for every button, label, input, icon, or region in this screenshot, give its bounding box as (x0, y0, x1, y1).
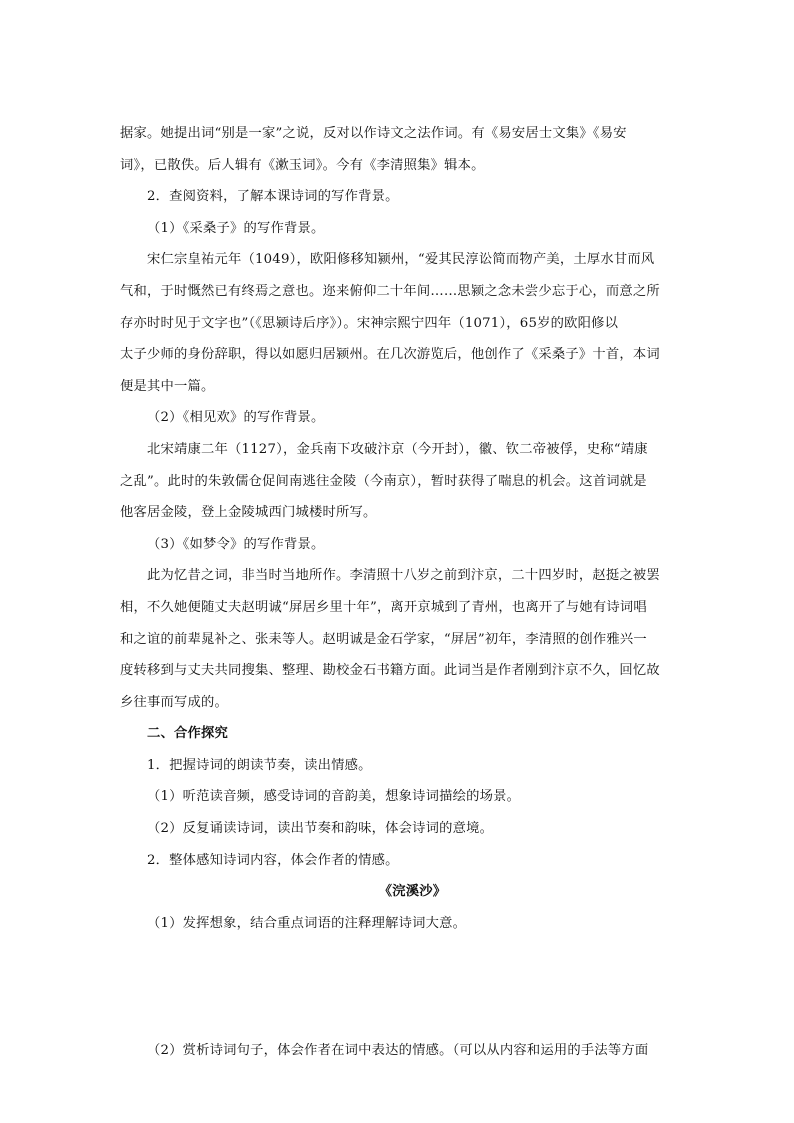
paragraph-line: 度转移到与丈夫共同搜集、整理、勘校金石书籍方面。此词当是作者刚到汴京不久，回忆故 (120, 663, 660, 679)
paragraph-line: 词》，已散佚。后人辑有《漱玉词》。今有《李清照集》辑本。 (120, 157, 485, 173)
paragraph-line: 宋仁宗皇祐元年（1049），欧阳修移知颍州，“爱其民淳讼简而物产美，土厚水甘而风 (147, 252, 655, 268)
paragraph-line: 据家。她提出词“别是一家”之说，反对以作诗文之法作词。有《易安居士文集》《易安 (120, 126, 627, 141)
subsection-heading: （2）《相见欢》的写作背景。 (147, 410, 325, 426)
section-item: 1．把握诗词的朗读节奏，读出情感。 (147, 757, 372, 773)
document-page (120, 118, 675, 1067)
paragraph-line: 他客居金陵，登上金陵城西门城楼时所写。 (120, 505, 377, 521)
paragraph-line: 便是其中一篇。 (120, 378, 215, 394)
section-heading: 二、合作探究 (147, 726, 228, 742)
subsection-heading: （1）《采桑子》的写作背景。 (147, 220, 325, 236)
paragraph-line: 此为忆昔之词，非当时当地所作。李清照十八岁之前到汴京，二十四岁时，赵挺之被罢 (147, 568, 660, 584)
section-item: 2．查阅资料，了解本课诗词的写作背景。 (147, 189, 399, 205)
section-item: 2．整体感知诗词内容，体会作者的情感。 (147, 852, 399, 868)
paragraph-line: 乡往事而写成的。 (120, 694, 228, 710)
sub-item: （2）赏析诗词句子，体会作者在词中表达的情感。（可以从内容和运用的手法等方面 (147, 1043, 649, 1059)
paragraph-line: 和之谊的前辈晁补之、张耒等人。赵明诚是金石学家，“屏居”初年，李清照的创作雅兴一 (120, 631, 647, 647)
paragraph-line: 相，不久她便随丈夫赵明诚“屏居乡里十年”，离开京城到了青州，也离开了与她有诗词唱 (120, 599, 647, 615)
poem-title: 《浣溪沙》 (378, 884, 447, 900)
paragraph-line: 气和，于时慨然已有终焉之意也。迩来俯仰二十年间……思颍之念未尝少忘于心，而意之所 (120, 283, 660, 299)
subsection-heading: （3）《如梦令》的写作背景。 (147, 536, 325, 552)
sub-item: （2）反复诵读诗词，读出节奏和韵味，体会诗词的意境。 (147, 821, 494, 837)
sub-item: （1）发挥想象，结合重点词语的注释理解诗词大意。 (147, 915, 467, 931)
paragraph-line: 北宋靖康二年（1127），金兵南下攻破汴京（今开封），徽、钦二帝被俘，史称“靖康 (147, 441, 648, 457)
paragraph-line: 之乱”。此时的朱敦儒仓促间南逃往金陵（今南京），暂时获得了喘息的机会。这首词就是 (120, 473, 647, 489)
paragraph-line: 存亦时时见于文字也”（《思颍诗后序》）。宋神宗熙宁四年（1071），65岁的欧阳修以 (120, 315, 619, 331)
answer-space (120, 939, 675, 1035)
paragraph-line: 太子少师的身份辞职，得以如愿归居颍州。在几次游览后，他创作了《采桑子》十首，本词 (120, 347, 660, 363)
sub-item: （1）听范读音频，感受诗词的音韵美，想象诗词描绘的场景。 (147, 789, 521, 805)
